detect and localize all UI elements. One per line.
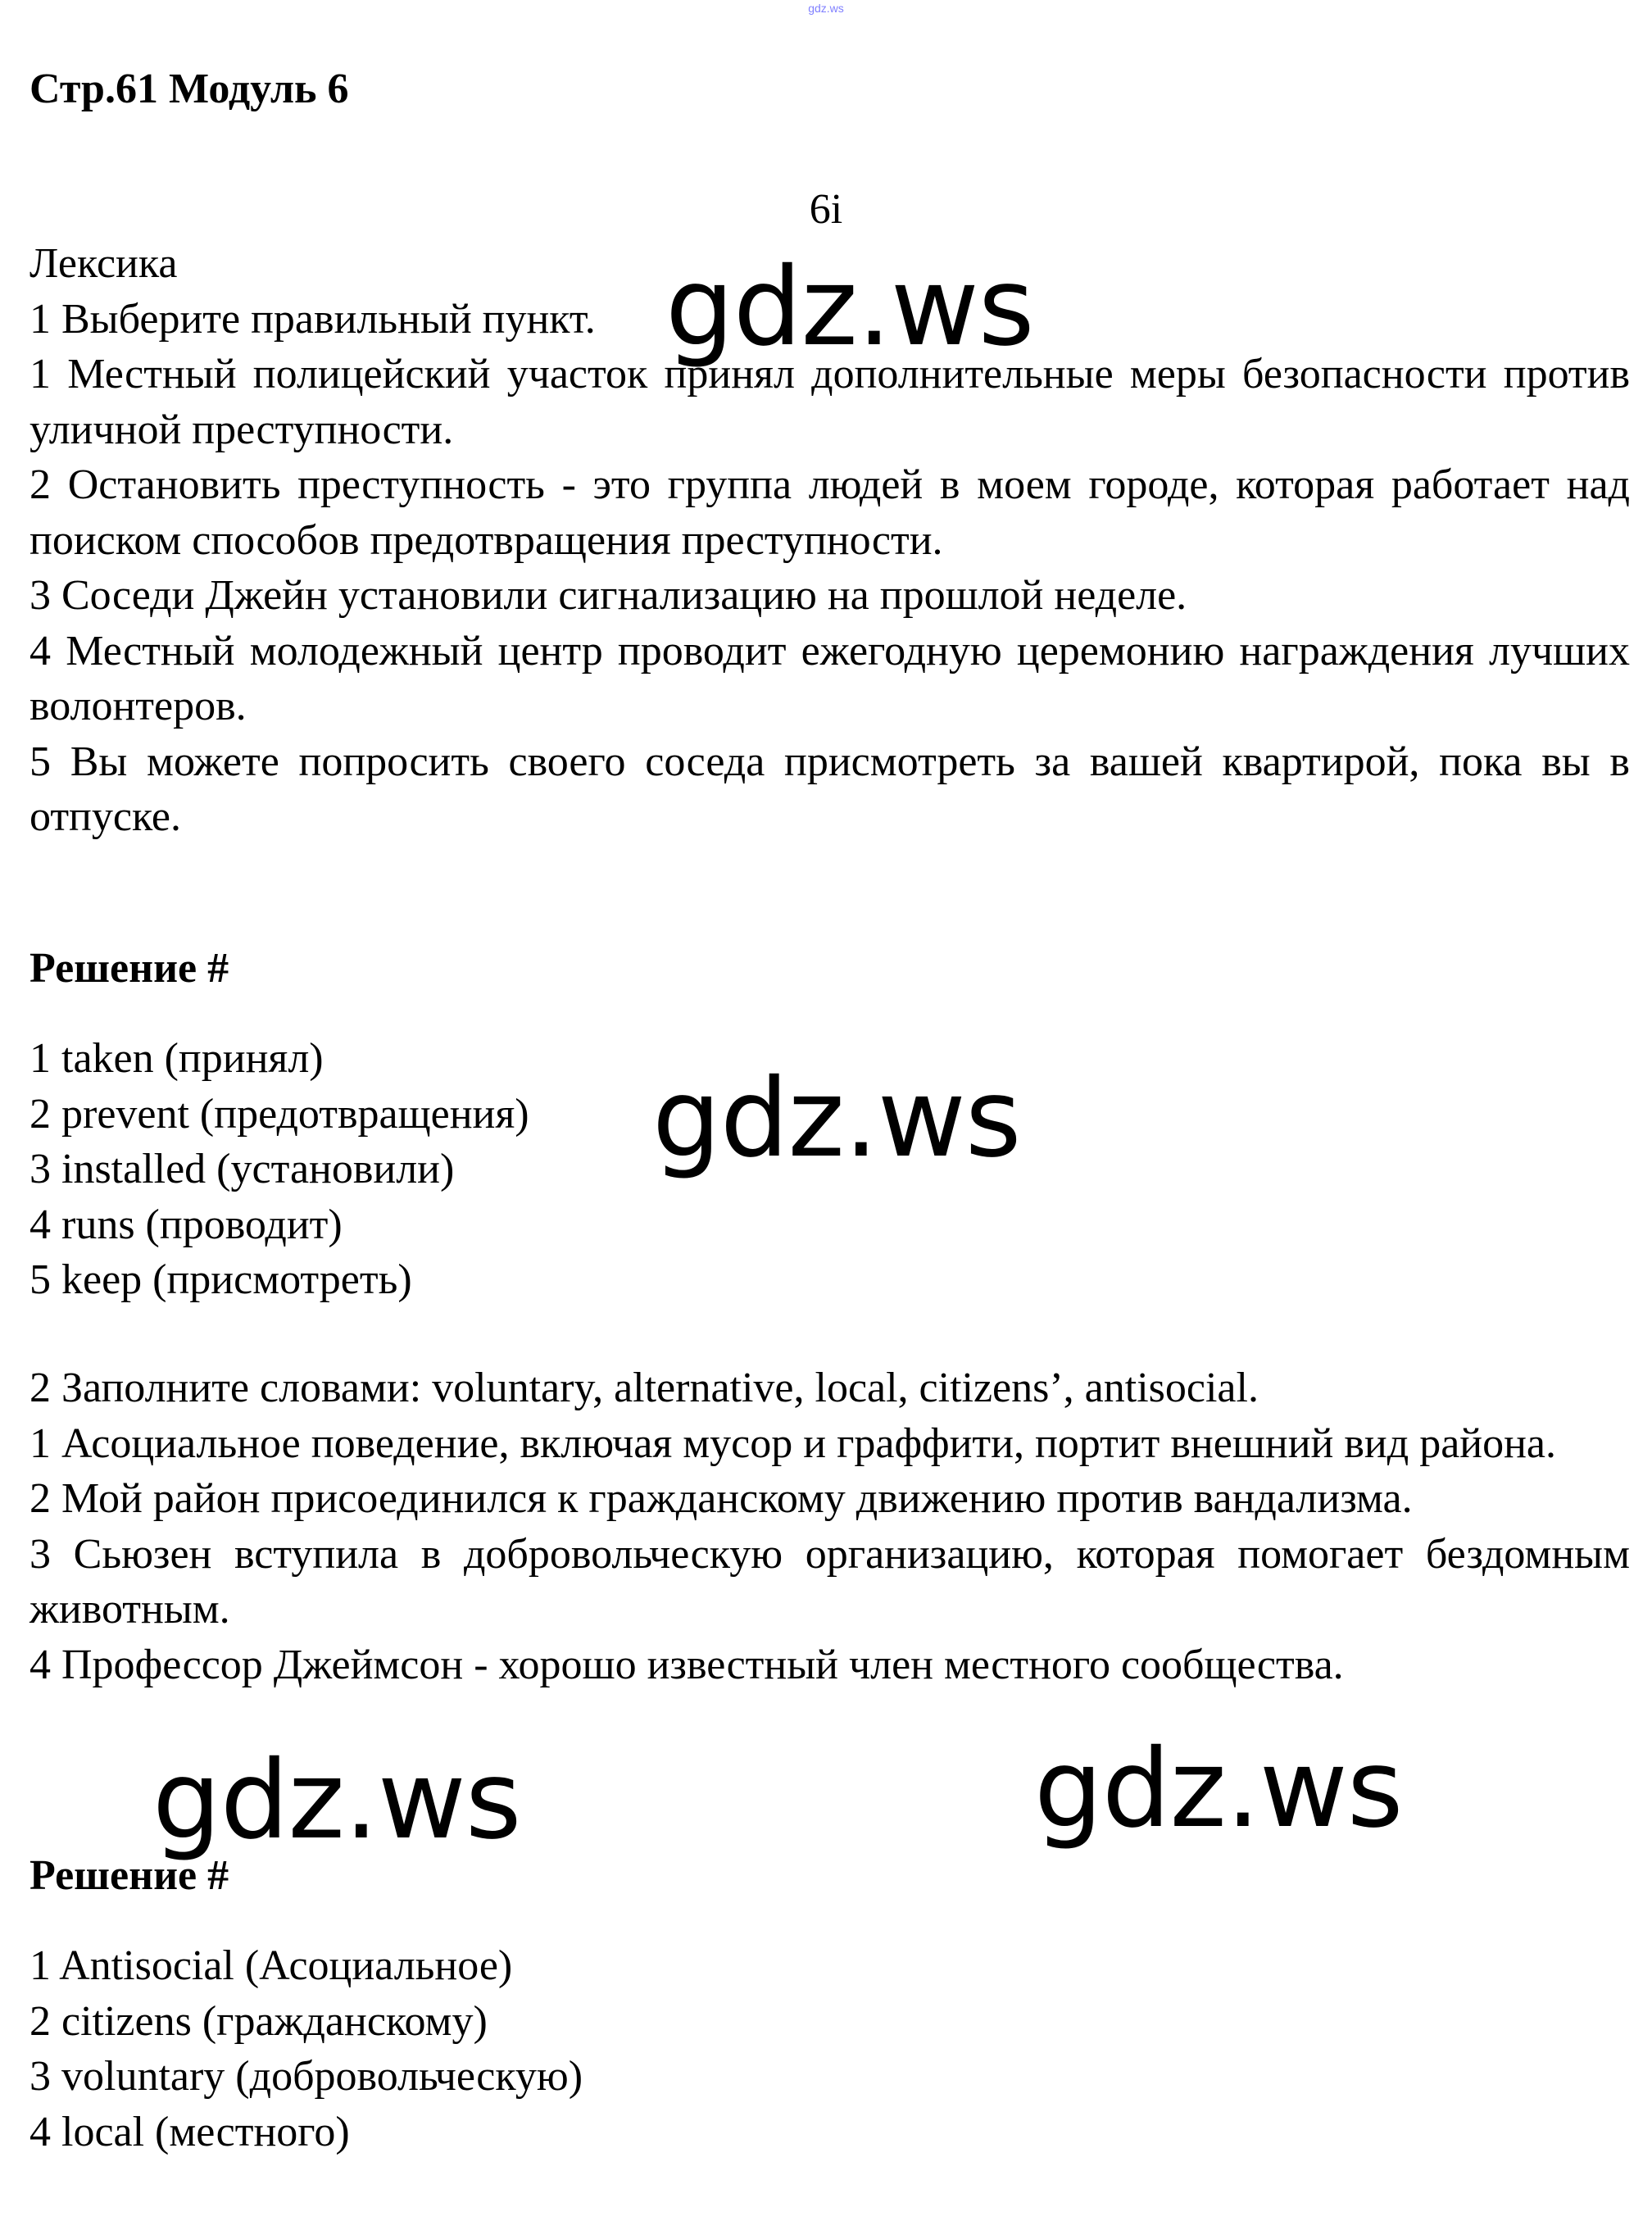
answer-item: 3 installed (установили)	[30, 1146, 455, 1192]
answer-item: 4 runs (проводит)	[30, 1201, 343, 1248]
task1-item: 5 Вы можете попросить своего соседа присмотреть за вашей квартирой, пока вы в отпуске.	[30, 738, 1630, 840]
task2-answers	[30, 1938, 583, 2160]
task2-instruction: 2 Заполните словами: voluntary, alternative, local, citizens’, antisocial.	[30, 1365, 1259, 1411]
task2-item: 3 Сьюзен вступила в добровольческую организацию, которая помогает бездомным животным.	[30, 1530, 1630, 1633]
task2-item: 4 Профессор Джеймсон - хорошо известный член местного сообщества.	[30, 1641, 1344, 1688]
answer-item: 2 prevent (предотвращения)	[30, 1090, 529, 1138]
watermark: gdz.ws	[152, 1737, 521, 1864]
task2-item: 2 Мой район присоединился к гражданскому движению против вандализма.	[30, 1475, 1413, 1522]
answer-item: 5 keep (присмотреть)	[30, 1256, 412, 1303]
task2-block	[30, 1360, 1630, 1692]
task1-item: 1 Местный полицейский участок принял дополнительные меры безопасности против уличной преступности.	[30, 351, 1630, 453]
task1-solution-heading: Решение #	[30, 945, 229, 992]
task1-answers	[30, 1031, 529, 1308]
watermark: gdz.ws	[665, 244, 1034, 370]
task1-item: 4 Местный молодежный центр проводит ежегодную церемонию награждения лучших волонтеров.	[30, 627, 1630, 729]
page-title: Стр.61 Модуль 6	[30, 66, 349, 112]
watermark: gdz.ws	[1034, 1726, 1403, 1852]
section-number: 6i	[809, 186, 843, 233]
answer-item: 4 local (местного)	[30, 2108, 350, 2155]
task1-item: 2 Остановить преступность - это группа людей в моем городе, которая работает над поиском способов предотвращения преступности.	[30, 461, 1630, 564]
task1-item: 3 Соседи Джейн установили сигнализацию на прошлой неделе.	[30, 572, 1187, 619]
answer-item: 1 Antisocial (Асоциальное)	[30, 1942, 513, 1989]
task1-instruction: 1 Выберите правильный пункт.	[30, 295, 596, 343]
answer-item: 2 citizens (гражданскому)	[30, 1997, 488, 2045]
section-heading: Лексика	[30, 240, 178, 287]
answer-item: 1 taken (принял)	[30, 1035, 324, 1082]
task2-solution-heading: Решение #	[30, 1852, 229, 1899]
top-watermark: gdz.ws	[808, 2, 844, 15]
watermark: gdz.ws	[652, 1056, 1021, 1182]
task2-item: 1 Асоциальное поведение, включая мусор и граффити, портит внешний вид района.	[30, 1419, 1557, 1467]
answer-item: 3 voluntary (добровольческую)	[30, 2053, 583, 2100]
